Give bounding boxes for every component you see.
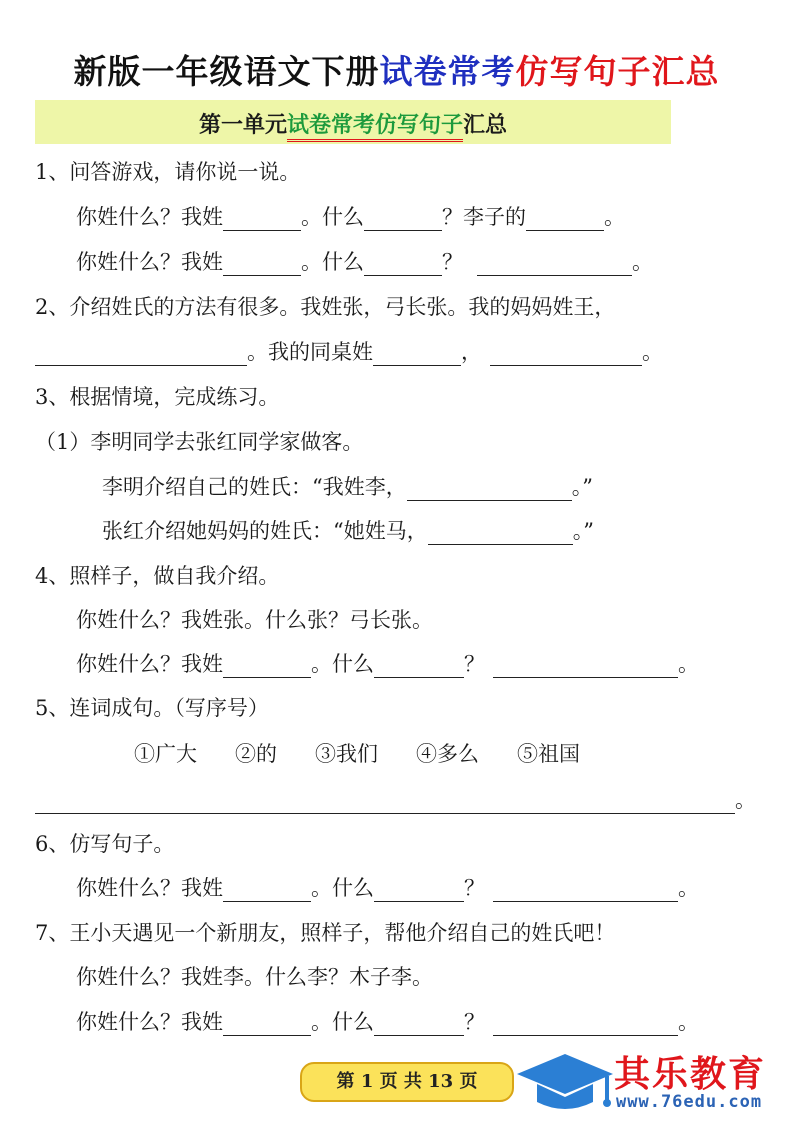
q2-line1 (35, 338, 663, 366)
q3-line1-text-b: 。” (571, 475, 593, 499)
q5-word-4: ④多么 (416, 742, 479, 766)
q4-line1-text-d: 。 (678, 652, 699, 676)
title-part1: 新版一年级语文下册 (73, 52, 380, 91)
q5-word-1: ①广大 (134, 742, 197, 766)
answer-blank[interactable] (373, 343, 461, 366)
q4-line1-text-a: 你姓什么？我姓 (76, 652, 223, 676)
page-number-badge: 第 1 页 共 13 页 (300, 1062, 514, 1102)
q7-line1-text-d: 。 (678, 1010, 699, 1034)
answer-blank[interactable] (493, 879, 678, 902)
answer-blank[interactable] (374, 655, 464, 678)
q5-word-5: ⑤祖国 (517, 742, 580, 766)
q3-heading: 3、根据情境，完成练习。 (35, 385, 280, 409)
answer-blank[interactable] (364, 253, 442, 276)
q5-word-3: ③我们 (315, 742, 378, 766)
q3-line1 (102, 473, 593, 501)
answer-blank[interactable] (35, 791, 735, 814)
q4-line1-text-c: ？ (464, 652, 485, 676)
q7-line1-text-b: 。什么 (311, 1010, 374, 1034)
q2-heading: 2、介绍姓氏的方法有很多。我姓张，弓长张。我的妈妈姓王， (35, 295, 616, 319)
q3-line2-text-b: 。” (572, 519, 594, 543)
q5-word-2: ②的 (235, 742, 277, 766)
q1-line1-text-a: 你姓什么？我姓 (76, 205, 223, 229)
title-part3: 仿写句子汇总 (515, 52, 720, 91)
q1-line1-text-c: ？李子的 (442, 205, 526, 229)
q2-line1-text-a: 。我的同桌姓 (247, 340, 373, 364)
q6-heading: 6、仿写句子。 (35, 832, 175, 856)
unit-title-part3: 汇总 (463, 113, 508, 138)
answer-blank[interactable] (490, 343, 642, 366)
answer-blank[interactable] (364, 208, 442, 231)
q6-line1-text-a: 你姓什么？我姓 (76, 876, 223, 900)
q7-line1-text-a: 你姓什么？我姓 (76, 1010, 223, 1034)
logo-url: www.76edu.com (616, 1092, 763, 1112)
q3-line1-text-a: 李明介绍自己的姓氏：“我姓李， (102, 475, 407, 499)
q1-line1-text-d: 。 (604, 205, 625, 229)
answer-blank[interactable] (493, 1013, 678, 1036)
q4-example: 你姓什么？我姓张。什么张？弓长张。 (76, 608, 433, 632)
q2-line1-text-b: ， (461, 340, 482, 364)
q1-heading: 1、问答游戏，请你说一说。 (35, 160, 301, 184)
unit-title (35, 108, 671, 139)
q7-line1 (76, 1008, 699, 1036)
q3-line2 (102, 517, 594, 545)
q7-example: 你姓什么？我姓李。什么李？木子李。 (76, 965, 433, 989)
q7-heading: 7、王小天遇见一个新朋友，照样子，帮他介绍自己的姓氏吧！ (35, 921, 616, 945)
answer-blank[interactable] (223, 655, 311, 678)
q3-line2-text-a: 张红介绍她妈妈的姓氏：“她姓马， (102, 519, 428, 543)
q1-line2-text-d: 。 (632, 250, 653, 274)
q5-answer-line (35, 786, 756, 814)
q1-line2-text-a: 你姓什么？我姓 (76, 250, 223, 274)
answer-blank[interactable] (374, 879, 464, 902)
q1-line1-text-b: 。什么 (301, 205, 364, 229)
q3-sub: （1）李明同学去张红同学家做客。 (35, 430, 364, 454)
answer-blank[interactable] (223, 879, 311, 902)
answer-blank[interactable] (223, 1013, 311, 1036)
answer-blank[interactable] (35, 343, 247, 366)
q5-heading: 5、连词成句。（写序号） (35, 696, 269, 720)
answer-blank[interactable] (526, 208, 604, 231)
q2-line1-text-c: 。 (642, 340, 663, 364)
answer-blank[interactable] (223, 253, 301, 276)
q5-end: 。 (735, 788, 756, 812)
answer-blank[interactable] (407, 478, 572, 501)
q5-word-bank (134, 740, 580, 768)
answer-blank[interactable] (374, 1013, 464, 1036)
document-title (0, 46, 793, 93)
q6-line1-text-c: ？ (464, 876, 485, 900)
unit-title-part1: 第一单元 (198, 113, 287, 138)
q4-line1 (76, 650, 699, 678)
q1-line2-text-c: ？ (442, 250, 463, 274)
answer-blank[interactable] (223, 208, 301, 231)
title-part2: 试卷常考 (379, 52, 516, 91)
answer-blank[interactable] (493, 655, 678, 678)
q1-line1 (76, 203, 625, 231)
q7-line1-text-c: ？ (464, 1010, 485, 1034)
q6-line1 (76, 874, 699, 902)
logo-name: 其乐教育 (614, 1054, 767, 1095)
q6-line1-text-b: 。什么 (311, 876, 374, 900)
answer-blank[interactable] (428, 522, 573, 545)
q1-line2 (76, 248, 653, 276)
answer-blank[interactable] (477, 253, 632, 276)
q1-line2-text-b: 。什么 (301, 250, 364, 274)
q4-line1-text-b: 。什么 (311, 652, 374, 676)
q4-heading: 4、照样子，做自我介绍。 (35, 564, 280, 588)
q6-line1-text-d: 。 (678, 876, 699, 900)
unit-title-part2: 试卷常考仿写句子 (287, 113, 463, 142)
